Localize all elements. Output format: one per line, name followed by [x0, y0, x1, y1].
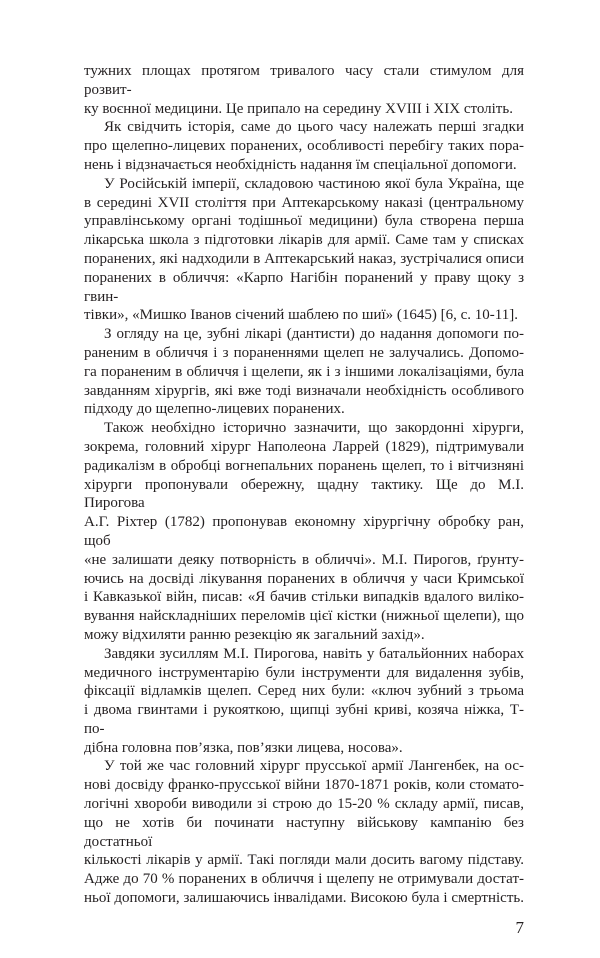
- text-line: Адже до 70 % поранених в обличчя і щелепу не отримували достат-: [84, 871, 524, 888]
- text-line: і Кавказької війн, писав: «Я бачив стільки випадків вдалого виліко-: [84, 589, 524, 606]
- text-line: управлінському органі тодішньої медицини) була створена перша: [84, 213, 524, 230]
- text-line: фіксації відламків щелеп. Серед них були: «ключ зубний з трьома: [84, 683, 524, 700]
- text-line: вування найскладніших переломів цієї кістки (нижньої щелепи), що: [84, 608, 524, 625]
- document-body: [84, 62, 524, 908]
- text-line: і двома гвинтами і рукояткою, щипці зубні криві, козяча ніжка, Т-по-: [84, 702, 524, 737]
- text-line: нень і відзначається необхідність надання їм спеціальної допомоги.: [84, 156, 517, 173]
- text-line: можу відхиляти ранню резекцію як загальний захід».: [84, 626, 425, 643]
- text-line: медичного інструментарію були інструменти для видалення зубів,: [84, 664, 524, 681]
- text-line: лікарська школа з підготовки лікарів для армії. Саме там у списках: [84, 232, 524, 249]
- text-line: раненим в обличчя і з пораненнями щелеп не залучались. Допомо-: [84, 344, 524, 361]
- text-line: логічні хвороби виводили зі строю до 15-20 % складу армії, писав,: [84, 796, 524, 813]
- page-number: 7: [515, 917, 524, 937]
- text-line: А.Г. Ріхтер (1782) пропонував економну хірургічну обробку ран, щоб: [84, 514, 524, 549]
- text-line: поранених в обличчя: «Карпо Нагібін поранений у праву щоку з гвин-: [84, 269, 524, 305]
- text-line: ньої допомоги, залишаючись інвалідами. Високою була і смертність.: [84, 890, 524, 907]
- text-line: У Російській імперії, складовою частиною якої була Україна, ще: [104, 175, 524, 192]
- text-line: ючись на досвіді лікування поранених в обличчя у часи Кримської: [84, 570, 524, 587]
- text-line: про щелепно-лицевих поранених, особливості перебігу таких пора-: [84, 138, 524, 155]
- paragraph: [84, 62, 524, 118]
- text-line: тівки», «Мишко Іванов січений шаблею по шиї» (1645) [6, с. 10-11].: [84, 307, 518, 324]
- paragraph: [84, 118, 524, 174]
- text-line: що не хотів би починати наступну військову кампанію без достатньої: [84, 814, 524, 850]
- text-line: кількості лікарів у армії. Такі погляди мали досить вагому підставу.: [84, 852, 524, 869]
- text-line: радикалізм в обробці вогнепальних поранень щелеп, то і вітчизняні: [84, 457, 524, 474]
- text-line: в середині XVII століття при Аптекарському наказі (центральному: [84, 194, 524, 211]
- text-line: хірурги пропонували обережну, щадну тактику. Ще до М.І. Пирогова: [84, 476, 524, 512]
- text-line: зокрема, головний хірург Наполеона Ларрей (1829), підтримували: [84, 438, 524, 455]
- text-line: Як свідчить історія, саме до цього часу належать перші згадки: [104, 119, 524, 136]
- text-line: поранених, які надходили в Аптекарський наказ, зустрічалися описи: [84, 250, 524, 267]
- paragraph: [84, 175, 524, 325]
- text-line: нові досвіду франко-прусської війни 1870-1871 років, коли стомато-: [84, 777, 524, 794]
- text-line: У той же час головний хірург прусської армії Лангенбек, на ос-: [104, 758, 524, 775]
- paragraph: [84, 419, 524, 645]
- text-line: підходу до щелепно-лицевих поранених.: [84, 401, 345, 418]
- text-line: З огляду на це, зубні лікарі (дантисти) до надання допомоги по-: [104, 326, 524, 343]
- text-line: «не залишати деяку потворність в обличчі». М.І. Пирогов, ґрунту-: [84, 551, 524, 568]
- paragraph: [84, 325, 524, 419]
- text-line: завданням хірургів, які вже тоді визначали необхідність особливого: [84, 382, 524, 399]
- text-line: дібна головна пов’язка, пов’язки лицева, носова».: [84, 739, 403, 756]
- text-line: ку воєнної медицини. Це припало на середину XVIII і XIX століть.: [84, 100, 513, 117]
- text-line: Також необхідно історично зазначити, що закордонні хірурги,: [104, 420, 524, 437]
- text-line: Завдяки зусиллям М.І. Пирогова, навіть у батальйонних наборах: [104, 645, 524, 662]
- text-line: тужних площах протягом тривалого часу стали стимулом для розвит-: [84, 63, 524, 98]
- paragraph: [84, 645, 524, 758]
- paragraph: [84, 757, 524, 907]
- text-line: га пораненим в обличчя і щелепи, як і з іншими локалізаціями, була: [84, 363, 524, 380]
